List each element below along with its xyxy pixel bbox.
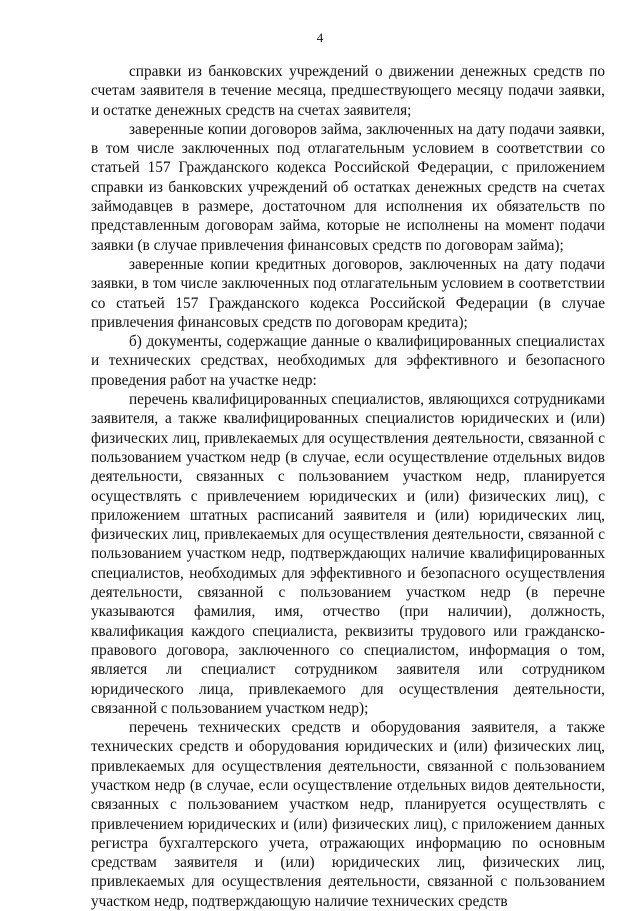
document-body bbox=[91, 62, 605, 911]
paragraph-equipment-list: перечень технических средств и оборудования заявителя, а также технических средств и оборудования юридических и (или) физических лиц, привлекаемых для осуществления деятельности, связанной с пользованием участком недр (в случае, если осуществление отдельных видов деятельности, связанных с пользованием участком недр, планируется осуществлять с привлечением юридических и (или) физических лиц), с приложением данных регистра бухгалтерского учета, отражающих информацию по основным средствам заявителя и (или) юридических лиц, физических лиц, привлекаемых для осуществления деятельности, связанной с пользованием участком недр, подтверждающую наличие технических средств bbox=[91, 719, 605, 910]
paragraph-credit-agreements: заверенные копии кредитных договоров, заключенных на дату подачи заявки, в том числе заключенных под отлагательным условием в соответствии со статьей 157 Гражданского кодекса Российской Федерации (в случае привлечения финансовых средств по договорам кредита); bbox=[91, 255, 605, 331]
paragraph-bank-statements: справки из банковских учреждений о движении денежных средств по счетам заявителя в течение месяца, предшествующего месяцу подачи заявки, и остатке денежных средств на счетах заявителя; bbox=[91, 63, 605, 119]
paragraph-loan-agreements: заверенные копии договоров займа, заключенных на дату подачи заявки, в том числе заключенных под отлагательным условием в соответствии со статьей 157 Гражданского кодекса Российской Федерации, с приложением справки из банковских учреждений об остатках денежных средств на счетах займодавцев в размере, достаточном для исполнения их обязательств по представленным договорам займа, которые не исполнены на момент подачи заявки (в случае привлечения финансовых средств по договорам займа); bbox=[91, 120, 605, 254]
page-number: 4 bbox=[316, 30, 324, 45]
paragraph-specialists-list: перечень квалифицированных специалистов, являющихся сотрудниками заявителя, а также квалифицированных специалистов юридических и (или) физических лиц, привлекаемых для осуществления деятельности, связанной с пользованием участком недр (в случае, если осуществление отдельных видов деятельности, связанных с пользованием участком недр, планируется осуществлять с привлечением юридических и (или) физических лиц), с приложением штатных расписаний заявителя и (или) юридических лиц, физических лиц, привлекаемых для осуществления деятельности, связанной с пользованием участком недр, подтверждающих наличие квалифицированных специалистов, необходимых для эффективного и безопасного осуществления деятельности, связанной с пользованием участком недр (в перечне указываются фамилия, имя, отчество (при наличии), должность, квалификация каждого специалиста, реквизиты трудового или гражданско-правового договора, заключенного со специалистом, информация о том, является ли специалист сотрудником заявителя или сотрудником юридического лица, привлекаемого для осуществления деятельности, связанной с пользованием участком недр); bbox=[91, 391, 605, 717]
paragraph-specialists-and-equipment: б) документы, содержащие данные о квалифицированных специалистах и технических средствах, необходимых для эффективного и безопасного проведения работ на участке недр: bbox=[91, 333, 605, 389]
